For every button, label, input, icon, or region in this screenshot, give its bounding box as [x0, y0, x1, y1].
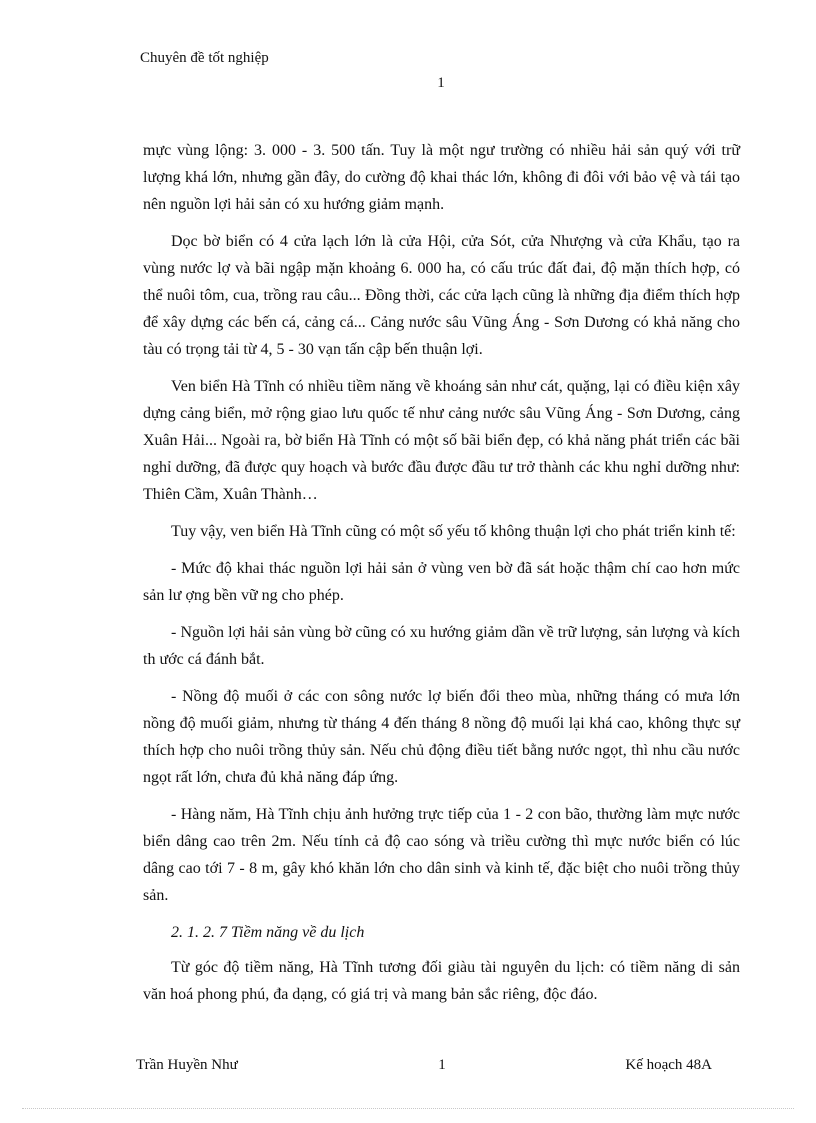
page-header-number: 1	[437, 75, 445, 91]
page-header-title: Chuyên đề tốt nghiệp	[140, 50, 269, 66]
footer-page-number: 1	[438, 1057, 446, 1073]
paragraph: Từ góc độ tiềm năng, Hà Tĩnh tương đối giàu tài nguyên du lịch: có tiềm năng di sản văn hoá phong phú, đa dạng, có giá trị và mang bản sắc riêng, độc đáo.	[143, 959, 740, 1003]
paragraph: - Nồng độ muối ở các con sông nước lợ biến đổi theo mùa, những tháng có mưa lớn nồng độ muối giảm, nhưng từ tháng 4 đến tháng 8 nồng độ muối lại khá cao, không thực sự thích hợp cho nuôi trồng thủy sản. Nếu chủ động điều tiết bằng nước ngọt, thì nhu cầu nước ngọt rất lớn, chưa đủ khả năng đáp ứng.	[143, 688, 740, 786]
section-heading: 2. 1. 2. 7 Tiềm năng về du lịch	[171, 924, 365, 941]
paragraph: Tuy vậy, ven biển Hà Tĩnh cũng có một số yếu tố không thuận lợi cho phát triển kinh tế:	[171, 523, 736, 540]
paragraph: - Nguồn lợi hải sản vùng bờ cũng có xu hướng giảm dần về trữ lượng, sản lượng và kích th ước cá đánh bắt.	[143, 624, 740, 668]
paragraph: Ven biển Hà Tĩnh có nhiều tiềm năng về khoáng sản như cát, quặng, lại có điều kiện xây dựng cảng biển, mở rộng giao lưu quốc tế như cảng nước sâu Vũng Áng - Sơn Dương, cảng Xuân Hải... Ngoài ra, bờ biển Hà Tĩnh có một số bãi biển đẹp, có khả năng phát triển các bãi nghỉ dưỡng, đã được quy hoạch và bước đầu được đầu tư trở thành các khu nghỉ dưỡng như: Thiên Cầm, Xuân Thành…	[143, 378, 740, 503]
footer-class-label: Kế hoạch 48A	[625, 1057, 712, 1073]
page-bottom-divider	[22, 1108, 794, 1109]
document-body	[143, 137, 740, 1018]
paragraph: - Hàng năm, Hà Tĩnh chịu ảnh hưởng trực tiếp của 1 - 2 con bão, thường làm mực nước biển dâng cao trên 2m. Nếu tính cả độ cao sóng và triều cường thì mực nước biển có lúc dâng cao tới 7 - 8 m, gây khó khăn lớn cho dân sinh và kinh tế, đặc biệt cho nuôi trồng thủy sản.	[143, 806, 740, 904]
paragraph: mực vùng lộng: 3. 000 - 3. 500 tấn. Tuy là một ngư trường có nhiều hải sản quý với trữ lượng khá lớn, nhưng gần đây, do cường độ khai thác lớn, không đi đôi với bảo vệ và tái tạo nên nguồn lợi hải sản có xu hướng giảm mạnh.	[143, 142, 740, 213]
footer-author: Trần Huyền Như	[136, 1057, 238, 1073]
paragraph: - Mức độ khai thác nguồn lợi hải sản ở vùng ven bờ đã sát hoặc thậm chí cao hơn mức sản lư ợng bền vữ ng cho phép.	[143, 560, 740, 604]
paragraph: Dọc bờ biển có 4 cửa lạch lớn là cửa Hội, cửa Sót, cửa Nhượng và cửa Khẩu, tạo ra vùng nước lợ và bãi ngập mặn khoảng 6. 000 ha, có cấu trúc đất đai, độ mặn thích hợp, có thể nuôi tôm, cua, trồng rau câu... Đồng thời, các cửa lạch cũng là những địa điểm thích hợp để xây dựng các bến cá, cảng cá... Cảng nước sâu Vũng Áng - Sơn Dương có khả năng cho tàu có trọng tải từ 4, 5 - 30 vạn tấn cập bến thuận lợi.	[143, 233, 740, 358]
